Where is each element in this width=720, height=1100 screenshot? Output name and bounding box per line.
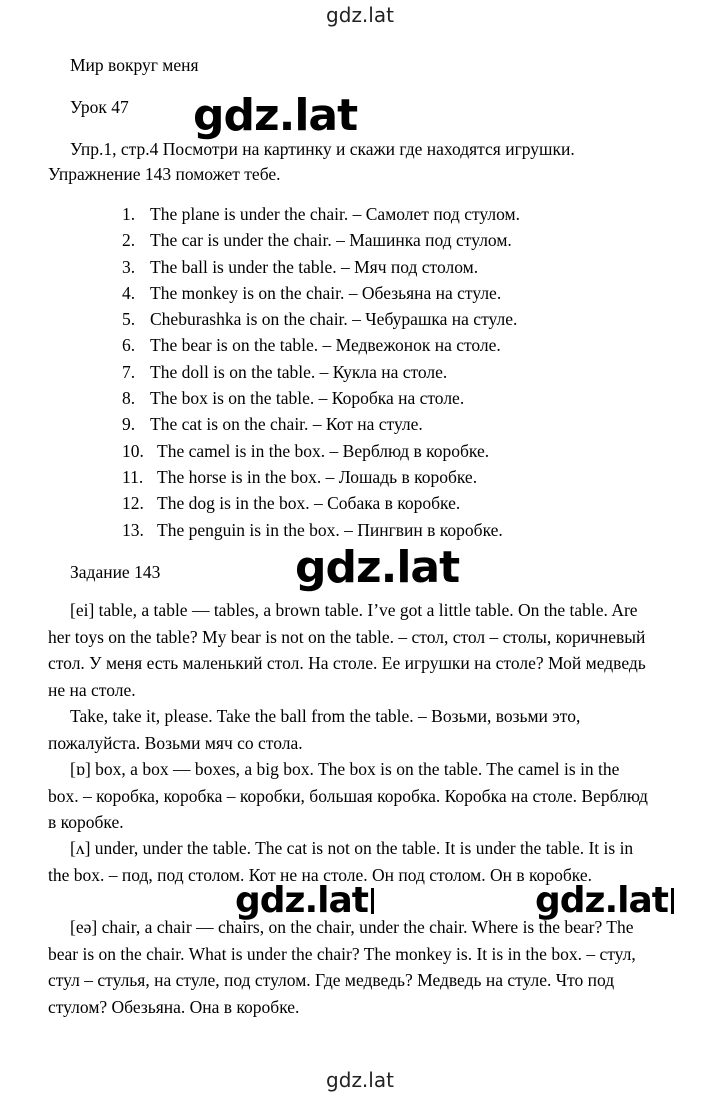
list-item: 7. The doll is on the table. – Кукла на столе. (122, 361, 448, 382)
list-item: 13. The penguin is in the box. – Пингвин в коробке. (122, 519, 503, 540)
task-143-title: Задание 143 (70, 562, 161, 582)
list-item: 1. The plane is under the chair. – Самолет под стулом. (122, 204, 520, 224)
answers-list (122, 201, 520, 543)
paragraph-chair: [eə] chair, a chair — chairs, on the chair, under the chair. Where is the bear? The bear is on the chair. What is under the chair? The monkey is. It is in the box. – стул, стул – стулья, на стуле, под стулом. Где медведь? Медведь на стуле. Что под стулом? Обезьяна. Она в коробке. (48, 917, 636, 1017)
watermark-bar (671, 888, 674, 914)
paragraph-ei: [ei] table, a table — tables, a brown table. I’ve got a little table. On the table. Are her toys on the table? My bear is not on the table. – стол, стол – столы, коричневый стол. У меня есть маленький стол. На столе. Ее игрушки на столе? Мой медведь не на столе. (48, 600, 646, 700)
list-item: 2. The car is under the chair. – Машинка под стулом. (122, 230, 512, 251)
subject-title: Мир вокруг меня (70, 55, 199, 75)
list-item: 10. The camel is in the box. – Верблюд в коробке. (122, 440, 490, 461)
site-footer: gdz.lat (326, 1068, 394, 1092)
list-item: 9. The cat is on the chair. – Кот на стуле. (122, 414, 423, 435)
list-item: 11. The horse is in the box. – Лошадь в коробке. (122, 466, 478, 487)
task-line-2: Упражнение 143 поможет тебе. (48, 164, 281, 184)
list-item: 3. The ball is under the table. – Мяч под столом. (122, 256, 479, 277)
list-item: 12. The dog is in the box. – Собака в коробке. (122, 493, 461, 514)
watermark: gdz.lat (295, 542, 460, 593)
task-line-1: Упр.1, стр.4 Посмотри на картинку и скажи где находятся игрушки. (70, 139, 575, 159)
watermark: gdz.lat (235, 880, 374, 921)
list-item: 4. The monkey is on the chair. – Обезьяна на стуле. (122, 282, 502, 303)
paragraph-box: [ɒ] box, a box — boxes, a big box. The box is on the table. The camel is in the box. – коробка, коробка – коробки, большая коробка. Коробка на столе. Верблюд в коробке. (48, 759, 648, 832)
watermark: gdz.lat (193, 90, 358, 141)
paragraph-take: Take, take it, please. Take the ball from the table. – Возьми, возьми это, пожалуйста. Возьми мяч со стола. (48, 706, 581, 753)
watermark-bar (371, 888, 374, 914)
lesson-title: Урок 47 (70, 97, 129, 117)
watermark: gdz.lat (535, 880, 674, 921)
list-item: 8. The box is on the table. – Коробка на столе. (122, 388, 465, 409)
site-header: gdz.lat (326, 3, 394, 27)
paragraph-under: [ʌ] under, under the table. The cat is not on the table. It is under the table. It is in the box. – под, под столом. Кот не на столе. Он под столом. Он в коробке. (48, 838, 634, 885)
list-item: 5. Cheburashka is on the chair. – Чебурашка на стуле. (122, 309, 518, 330)
list-item: 6. The bear is on the table. – Медвежонок на столе. (122, 335, 501, 356)
